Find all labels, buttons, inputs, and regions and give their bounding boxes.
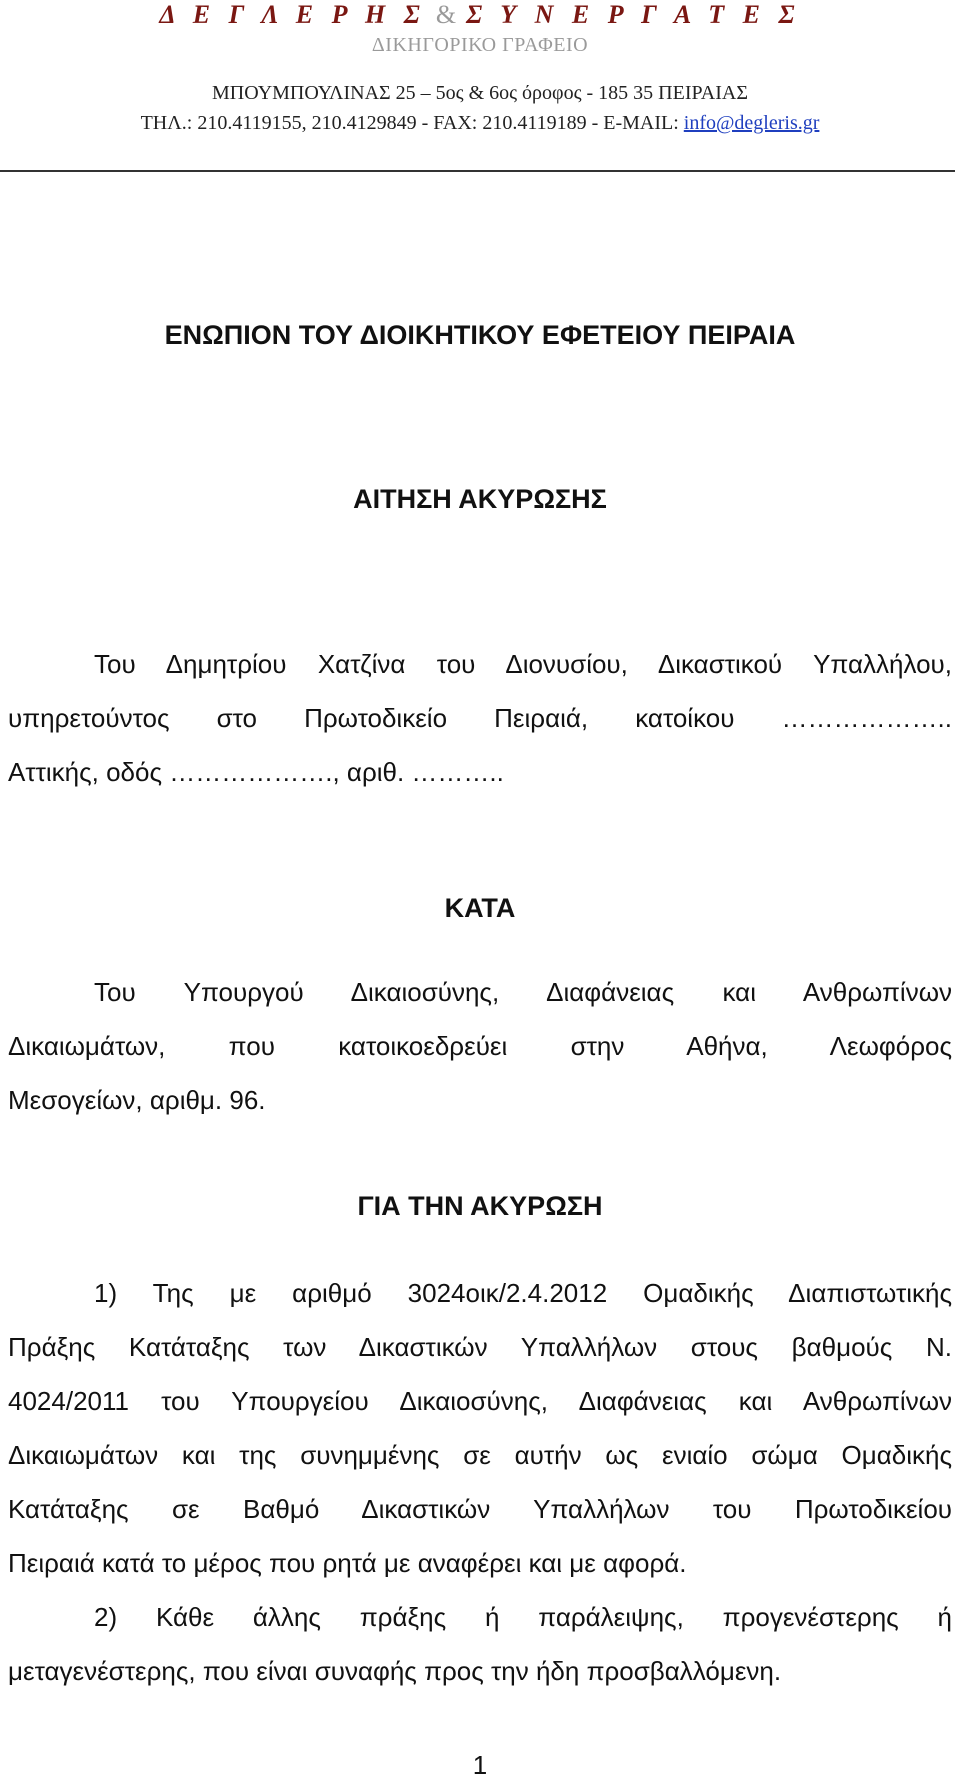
letterhead-divider <box>0 170 955 172</box>
firm-subtitle: ΔΙΚΗΓΟΡΙΚΟ ΓΡΑΦΕΙΟ <box>371 34 589 56</box>
item1-line: 1) Της με αριθμό 3024οικ/2.4.2012 Ομαδικής Διαπιστωτικής <box>94 1278 952 1308</box>
firm-address: ΜΠΟΥΜΠΟΥΛΙΝΑΣ 25 – 5ος & 6ος όροφος - 185 35 ΠΕΙΡΑΙΑΣ <box>212 82 748 104</box>
firm-contact <box>0 110 960 136</box>
annulment-item-2 <box>8 1590 952 1698</box>
email-link[interactable]: info@degleris.gr <box>683 112 820 134</box>
contact-phones: ΤΗΛ.: 210.4119155, 210.4129849 - FAX: 210.4119189 - E-MAIL: <box>140 112 684 134</box>
respondent-block <box>8 965 952 1127</box>
item1-line: Πειραιά κατά το μέρος που ρητά με αναφέρει και με αφορά. <box>8 1548 687 1578</box>
petitioner-block <box>8 637 952 799</box>
annulment-heading: ΓΙΑ ΤΗΝ ΑΚΥΡΩΣΗ <box>357 1191 603 1221</box>
petitioner-line-2: υπηρετούντος στο Πρωτοδικείο Πειραιά, κατοίκου ……………….. <box>8 703 952 733</box>
respondent-line-1: Του Υπουργού Δικαιοσύνης, Διαφάνειας και Ανθρωπίνων <box>94 977 952 1007</box>
item1-line: 4024/2011 του Υπουργείου Δικαιοσύνης, Διαφάνειας και Ανθρωπίνων <box>8 1386 952 1416</box>
firm-name-left: Δ Ε Γ Λ Ε Ρ Η Σ <box>159 0 426 29</box>
petitioner-line-3: Αττικής, οδός ………………., αριθ. ……….. <box>8 757 504 787</box>
annulment-item-1 <box>8 1266 952 1590</box>
item1-line: Πράξης Κατάταξης των Δικαστικών Υπαλλήλων στους βαθμούς Ν. <box>8 1332 952 1362</box>
against-heading: ΚΑΤΑ <box>444 893 516 923</box>
petition-heading: ΑΙΤΗΣΗ ΑΚΥΡΩΣΗΣ <box>353 484 607 514</box>
respondent-line-2: Δικαιωμάτων, που κατοικοεδρεύει στην Αθήνα, Λεωφόρος <box>8 1031 952 1061</box>
page-number: 1 <box>472 1750 488 1780</box>
item2-line: μεταγενέστερης, που είναι συναφής προς την ήδη προσβαλλόμενη. <box>8 1656 782 1686</box>
firm-name-right: Σ Υ Ν Ε Ρ Γ Α Τ Ε Σ <box>466 0 801 29</box>
respondent-line-3: Μεσογείων, αριθμ. 96. <box>8 1085 266 1115</box>
petitioner-line-1: Του Δημητρίου Χατζίνα του Διονυσίου, Δικαστικού Υπαλλήλου, <box>94 649 952 679</box>
item2-line: 2) Κάθε άλλης πράξης ή παράλειψης, προγενέστερης ή <box>94 1602 952 1632</box>
item1-line: Κατάταξης σε Βαθμό Δικαστικών Υπαλλήλων του Πρωτοδικείου <box>8 1494 952 1524</box>
firm-name-ampersand: & <box>435 0 457 29</box>
firm-name <box>0 0 960 30</box>
court-heading: ΕΝΩΠΙΟΝ ΤΟΥ ΔΙΟΙΚΗΤΙΚΟΥ ΕΦΕΤΕΙΟΥ ΠΕΙΡΑΙΑ <box>164 320 796 350</box>
item1-line: Δικαιωμάτων και της συνημμένης σε αυτήν ως ενιαίο σώμα Ομαδικής <box>8 1440 952 1470</box>
